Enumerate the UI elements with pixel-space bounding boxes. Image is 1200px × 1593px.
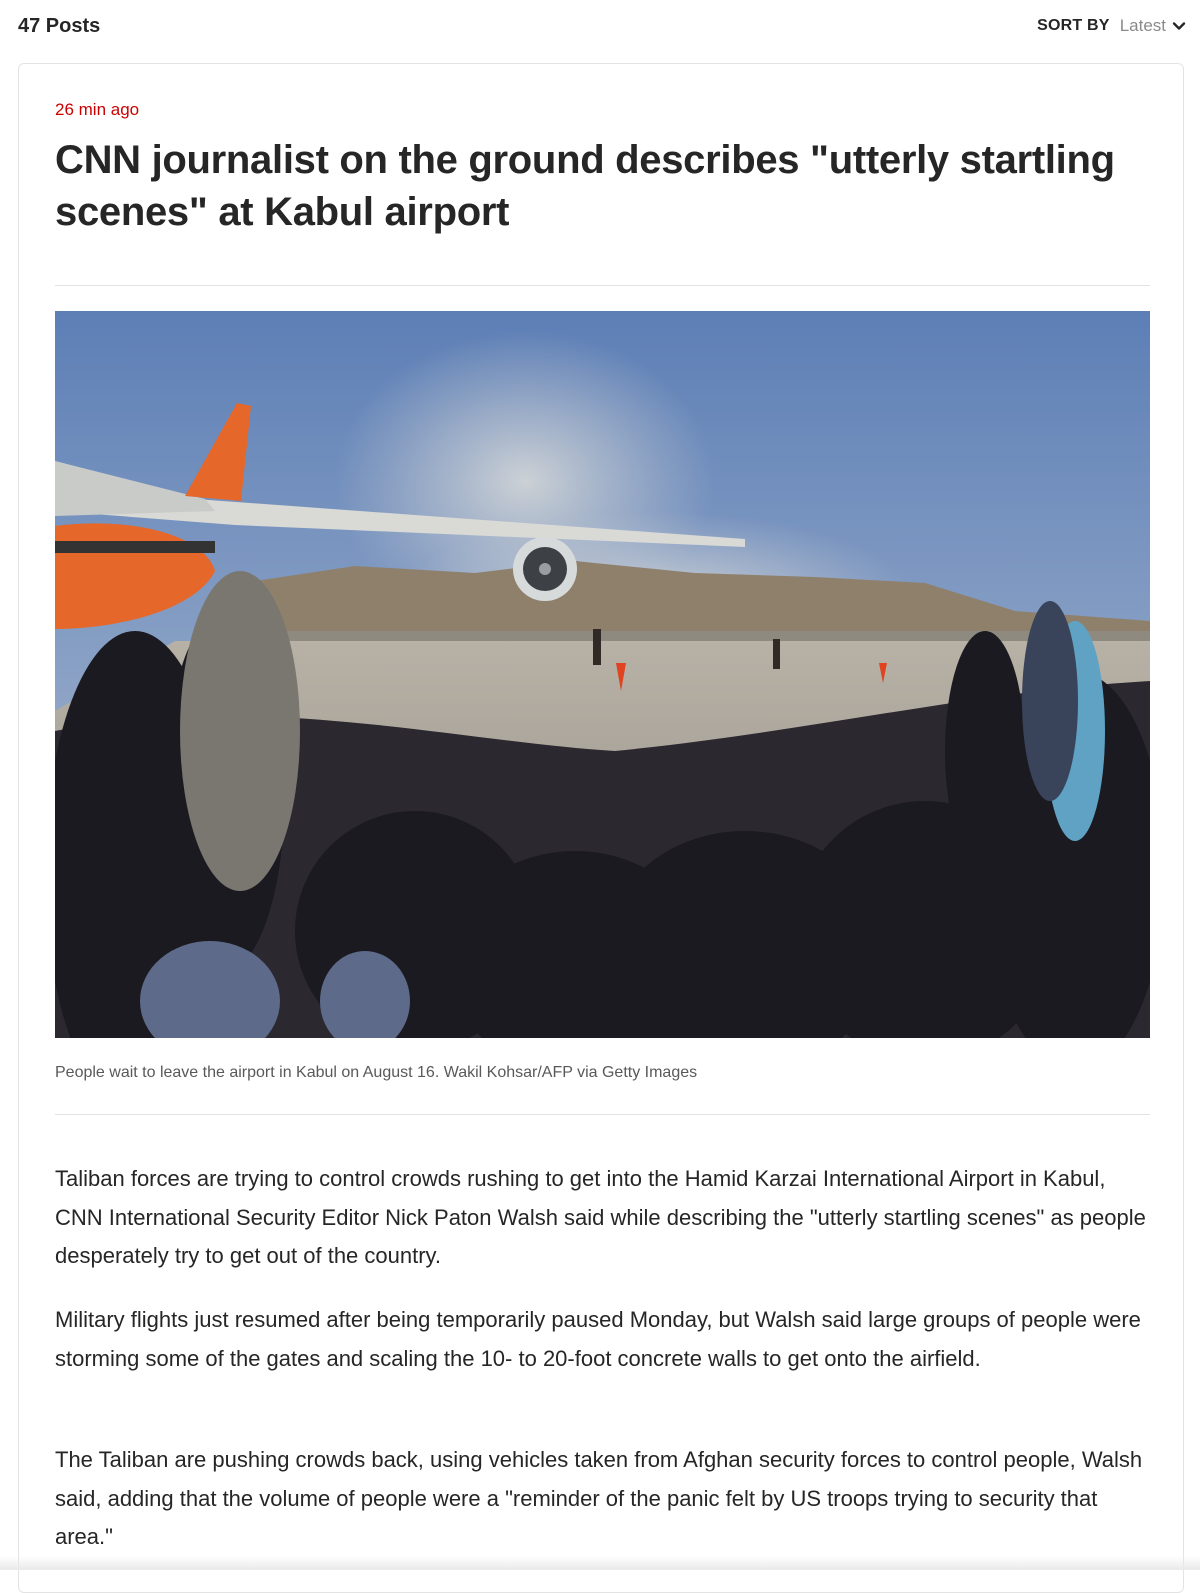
- post-photo: [55, 311, 1150, 1038]
- chevron-down-icon: [1172, 19, 1186, 33]
- bottom-fade: [0, 1556, 1200, 1570]
- body-paragraph: Military flights just resumed after being temporarily paused Monday, but Walsh said large groups of people were storming some of the gates and scaling the 10- to 20-foot concrete walls to get onto the airfield.: [55, 1307, 1141, 1371]
- posts-count: 47 Posts: [18, 14, 101, 37]
- post-card: [18, 63, 1184, 1593]
- sort-dropdown[interactable]: [1120, 16, 1186, 36]
- sort-value: Latest: [1119, 16, 1166, 35]
- divider: [55, 1114, 1150, 1115]
- body-paragraph: The Taliban are pushing crowds back, using vehicles taken from Afghan security forces to control people, Walsh said, adding that the volume of people were a "reminder of the panic felt by US troops trying to security that area.": [55, 1447, 1143, 1549]
- body-paragraph: Taliban forces are trying to control crowds rushing to get into the Hamid Karzai International Airport in Kabul, CNN International Security Editor Nick Paton Walsh said while describing the "utterly startling scenes" as people desperately try to get out of the country.: [55, 1166, 1146, 1268]
- sort-label: SORT BY: [1037, 17, 1110, 34]
- divider: [55, 285, 1150, 286]
- photo-caption: People wait to leave the airport in Kabul on August 16. Wakil Kohsar/AFP via Getty Images: [55, 1064, 698, 1081]
- sort-control: [1037, 16, 1186, 36]
- feed-header: [18, 0, 1186, 52]
- post-timestamp: 26 min ago: [55, 100, 140, 119]
- airport-crowd-photo: [55, 311, 1150, 1038]
- post-headline: CNN journalist on the ground describes "utterly startling scenes" at Kabul airport: [55, 138, 1115, 234]
